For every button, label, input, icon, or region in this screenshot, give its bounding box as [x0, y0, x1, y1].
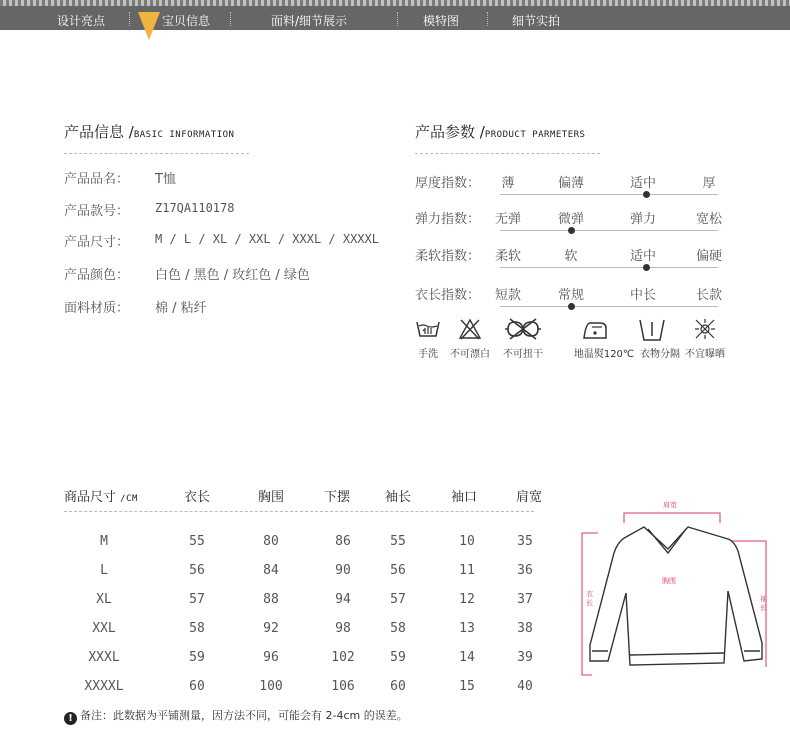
nav-item-details[interactable]: 细节实拍 [512, 14, 561, 28]
table-cell: 39 [517, 650, 533, 665]
param-option: 微弹 [557, 212, 585, 227]
column-header: 胸围 [257, 490, 285, 505]
param-track [500, 306, 718, 307]
table-cell: 92 [263, 621, 279, 636]
size-table-title-text: 商品尺寸 [64, 490, 117, 505]
table-cell: 90 [335, 563, 351, 578]
table-cell: 14 [459, 650, 475, 665]
table-cell: 12 [459, 592, 475, 607]
info-label-name: 产品品名： [64, 172, 130, 187]
info-label-color: 产品颜色： [64, 268, 130, 283]
param-option: 中长 [629, 288, 657, 303]
size-cell: XXXL [88, 650, 120, 665]
care-label: 不宜曝晒 [685, 349, 725, 360]
column-header: 袖长 [384, 490, 412, 505]
no-bleach-icon [458, 318, 482, 340]
size-cell: M [100, 534, 108, 549]
product-params-title-text: 产品参数 [415, 123, 476, 141]
table-cell: 57 [390, 592, 406, 607]
product-info-title: 产品信息 /BASIC INFORMATION [64, 123, 235, 141]
table-cell: 59 [189, 650, 205, 665]
param-option: 短款 [494, 288, 522, 303]
nav-pattern [0, 0, 790, 6]
diagram-label-sleeve: 袖长 [760, 595, 767, 612]
info-value-name: T恤 [155, 172, 176, 187]
table-cell: 35 [517, 534, 533, 549]
param-option: 偏薄 [557, 176, 585, 191]
table-cell: 84 [263, 563, 279, 578]
param-option: 适中 [629, 249, 657, 264]
param-option: 常规 [557, 288, 585, 303]
table-cell: 37 [517, 592, 533, 607]
info-value-size: M / L / XL / XXL / XXXL / XXXXL [155, 232, 379, 246]
size-cell: XXL [92, 621, 116, 636]
info-label-material: 面料材质： [64, 301, 130, 316]
nav-item-product-info[interactable]: 宝贝信息 [162, 14, 211, 28]
param-option: 适中 [629, 176, 657, 191]
column-header: 袖口 [450, 490, 478, 505]
param-track [500, 194, 718, 195]
nav-separator [129, 12, 130, 26]
top-nav [0, 0, 790, 30]
table-cell: 60 [390, 679, 406, 694]
info-value-style: Z17QA110178 [155, 201, 235, 215]
param-label: 衣长指数： [415, 288, 481, 303]
product-info-title-en: BASIC INFORMATION [133, 130, 235, 140]
table-cell: 11 [459, 563, 475, 578]
measurement-note [64, 707, 408, 725]
param-option: 宽松 [695, 212, 723, 227]
table-cell: 57 [189, 592, 205, 607]
param-indicator-dot [568, 303, 575, 310]
size-cell: XL [96, 592, 112, 607]
product-info-title-text: 产品信息 [64, 123, 125, 141]
column-header: 衣长 [183, 490, 211, 505]
param-indicator-dot [643, 264, 650, 271]
wash-separately-icon [637, 318, 667, 342]
nav-item-model[interactable]: 模特图 [423, 14, 460, 28]
param-option: 弹力 [629, 212, 657, 227]
nav-separator [230, 12, 231, 26]
table-cell: 10 [459, 534, 475, 549]
garment-diagram [578, 495, 774, 687]
table-cell: 88 [263, 592, 279, 607]
table-cell: 56 [390, 563, 406, 578]
size-cell: L [100, 563, 108, 578]
info-value-color: 白色 / 黑色 / 玫红色 / 绿色 [155, 268, 310, 283]
care-label: 不可扭干 [503, 349, 543, 360]
diagram-label-length: 衣长 [586, 590, 593, 607]
param-indicator-dot [643, 191, 650, 198]
care-label: 不可漂白 [450, 349, 490, 360]
info-value-material: 棉 / 粘纤 [155, 301, 207, 316]
table-cell: 102 [331, 650, 355, 665]
alert-icon: ! [64, 712, 77, 725]
table-cell: 13 [459, 621, 475, 636]
param-label: 柔软指数： [415, 249, 481, 264]
param-option: 软 [564, 249, 578, 264]
table-cell: 106 [331, 679, 355, 694]
param-option: 薄 [501, 176, 515, 191]
param-option: 厚 [702, 176, 716, 191]
table-cell: 55 [189, 534, 205, 549]
active-tab-marker [138, 12, 160, 40]
table-cell: 86 [335, 534, 351, 549]
param-option: 长款 [695, 288, 723, 303]
product-params-title-en: PRODUCT PARMETERS [484, 130, 586, 140]
low-iron-icon [580, 318, 610, 340]
param-indicator-dot [568, 227, 575, 234]
info-label-style: 产品款号： [64, 204, 130, 219]
param-label: 厚度指数： [415, 176, 481, 191]
param-option: 柔软 [494, 249, 522, 264]
no-wring-icon [502, 318, 544, 340]
care-label: 衣物分隔 [640, 349, 680, 360]
nav-item-fabric[interactable]: 面料/细节展示 [271, 14, 348, 28]
diagram-label-shoulder: 肩宽 [663, 501, 677, 509]
nav-separator [397, 12, 398, 26]
table-cell: 96 [263, 650, 279, 665]
table-cell: 100 [259, 679, 283, 694]
info-label-size: 产品尺寸： [64, 235, 130, 250]
column-header: 肩宽 [515, 490, 543, 505]
table-cell: 94 [335, 592, 351, 607]
table-cell: 60 [189, 679, 205, 694]
diagram-label-chest: 胸围 [662, 577, 676, 585]
column-header: 下摆 [323, 490, 351, 505]
nav-item-design[interactable]: 设计亮点 [57, 14, 106, 28]
table-cell: 38 [517, 621, 533, 636]
param-label: 弹力指数： [415, 212, 481, 227]
divider [64, 153, 249, 154]
param-option: 无弹 [494, 212, 522, 227]
nav-separator [487, 12, 488, 26]
param-track [500, 230, 718, 231]
table-cell: 59 [390, 650, 406, 665]
divider [415, 153, 600, 154]
table-cell: 98 [335, 621, 351, 636]
table-cell: 58 [189, 621, 205, 636]
param-track [500, 267, 718, 268]
hand-wash-icon [415, 318, 441, 340]
no-sun-icon [694, 318, 716, 340]
param-option: 偏硬 [695, 249, 723, 264]
size-table-title [64, 486, 138, 505]
table-cell: 40 [517, 679, 533, 694]
table-cell: 55 [390, 534, 406, 549]
table-cell: 80 [263, 534, 279, 549]
note-text: 备注：此数据为平铺测量，因方法不同，可能会有 2-4cm 的误差。 [80, 709, 408, 722]
size-cell: XXXXL [84, 679, 124, 694]
size-table-unit: /CM [120, 494, 138, 504]
table-cell: 58 [390, 621, 406, 636]
table-cell: 36 [517, 563, 533, 578]
product-params-title: 产品参数 /PRODUCT PARMETERS [415, 123, 586, 141]
care-label: 手洗 [418, 349, 438, 360]
care-label: 地温熨120℃ [573, 349, 635, 360]
table-cell: 15 [459, 679, 475, 694]
divider [64, 511, 534, 512]
table-cell: 56 [189, 563, 205, 578]
